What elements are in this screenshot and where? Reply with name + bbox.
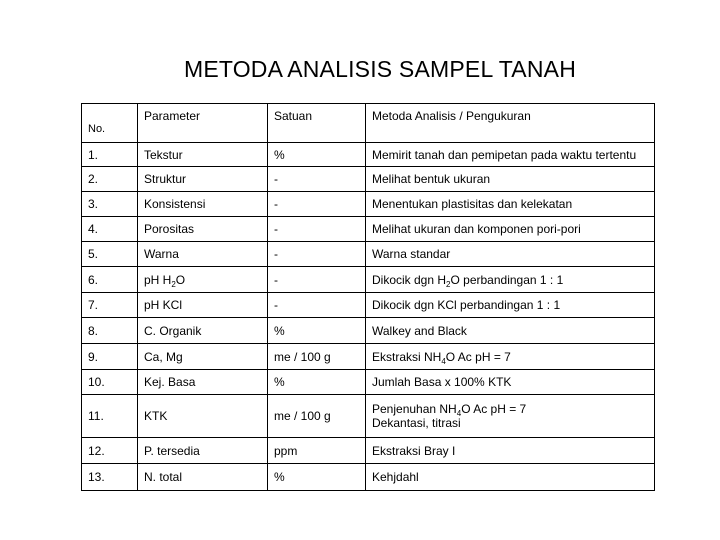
row-satuan: %	[268, 318, 366, 344]
row-satuan: -	[268, 217, 366, 242]
row-no: 13.	[82, 464, 138, 491]
row-satuan: %	[268, 464, 366, 491]
row-parameter: pH KCl	[138, 293, 268, 318]
row-no: 10.	[82, 370, 138, 395]
row-satuan: -	[268, 242, 366, 267]
row-metoda: Walkey and Black	[366, 318, 655, 344]
row-metoda: Melihat bentuk ukuran	[366, 167, 655, 192]
page-title: METODA ANALISIS SAMPEL TANAH	[183, 56, 577, 82]
row-metoda: Kehjdahl	[366, 464, 655, 491]
metoda-line-1: Penjenuhan $NH_4O$ Ac pH = 7	[372, 402, 527, 418]
row-parameter: pH $H_2O$	[138, 267, 268, 293]
row-parameter: P. tersedia	[138, 438, 268, 464]
table-row	[82, 293, 655, 318]
header-parameter: Parameter	[138, 104, 268, 143]
row-parameter: Kej. Basa	[138, 370, 268, 395]
row-satuan: -	[268, 293, 366, 318]
row-no: 1.	[82, 143, 138, 167]
header-satuan: Satuan	[268, 104, 366, 143]
table-row	[82, 143, 655, 167]
row-parameter: Tekstur	[138, 143, 268, 167]
row-metoda: Melihat ukuran dan komponen pori-pori	[366, 217, 655, 242]
row-parameter: N. total	[138, 464, 268, 491]
row-satuan: ppm	[268, 438, 366, 464]
table-row	[82, 242, 655, 267]
analysis-table	[81, 103, 655, 491]
row-parameter: C. Organik	[138, 318, 268, 344]
table-row	[82, 267, 655, 293]
row-satuan: %	[268, 370, 366, 395]
row-parameter: Ca, Mg	[138, 344, 268, 370]
table-row	[82, 395, 655, 438]
row-satuan: %	[268, 143, 366, 167]
row-no: 5.	[82, 242, 138, 267]
row-metoda: Memirit tanah dan pemipetan pada waktu tertentu	[366, 143, 655, 167]
table-row	[82, 167, 655, 192]
row-parameter: Warna	[138, 242, 268, 267]
table-row	[82, 318, 655, 344]
row-parameter: Struktur	[138, 167, 268, 192]
row-satuan: me / 100 g	[268, 344, 366, 370]
table-row	[82, 370, 655, 395]
row-no: 7.	[82, 293, 138, 318]
row-metoda: Dikocik dgn $H_2O$ perbandingan 1 : 1	[366, 267, 655, 293]
row-satuan: -	[268, 167, 366, 192]
metoda-line-2: Dekantasi, titrasi	[372, 416, 461, 430]
table-row	[82, 217, 655, 242]
table-row	[82, 344, 655, 370]
row-metoda: Menentukan plastisitas dan kelekatan	[366, 192, 655, 217]
table-header-row	[82, 104, 655, 143]
row-metoda: Jumlah Basa x 100% KTK	[366, 370, 655, 395]
row-metoda: Ekstraksi $NH_4O$ Ac pH = 7	[366, 344, 655, 370]
row-no: 12.	[82, 438, 138, 464]
row-parameter: KTK	[138, 395, 268, 438]
row-no: 9.	[82, 344, 138, 370]
row-satuan: me / 100 g	[268, 395, 366, 438]
row-satuan: -	[268, 192, 366, 217]
row-metoda: Warna standar	[366, 242, 655, 267]
header-metoda: Metoda Analisis / Pengukuran	[366, 104, 655, 143]
row-no: 3.	[82, 192, 138, 217]
row-satuan: -	[268, 267, 366, 293]
row-no: 11.	[82, 395, 138, 438]
row-parameter: Konsistensi	[138, 192, 268, 217]
row-metoda: Ekstraksi Bray I	[366, 438, 655, 464]
header-no: No.	[82, 104, 138, 143]
row-metoda	[366, 395, 655, 438]
table-row	[82, 192, 655, 217]
table-row	[82, 438, 655, 464]
row-parameter: Porositas	[138, 217, 268, 242]
row-no: 2.	[82, 167, 138, 192]
row-metoda: Dikocik dgn KCl perbandingan 1 : 1	[366, 293, 655, 318]
table-row	[82, 464, 655, 491]
row-no: 6.	[82, 267, 138, 293]
row-no: 8.	[82, 318, 138, 344]
row-no: 4.	[82, 217, 138, 242]
